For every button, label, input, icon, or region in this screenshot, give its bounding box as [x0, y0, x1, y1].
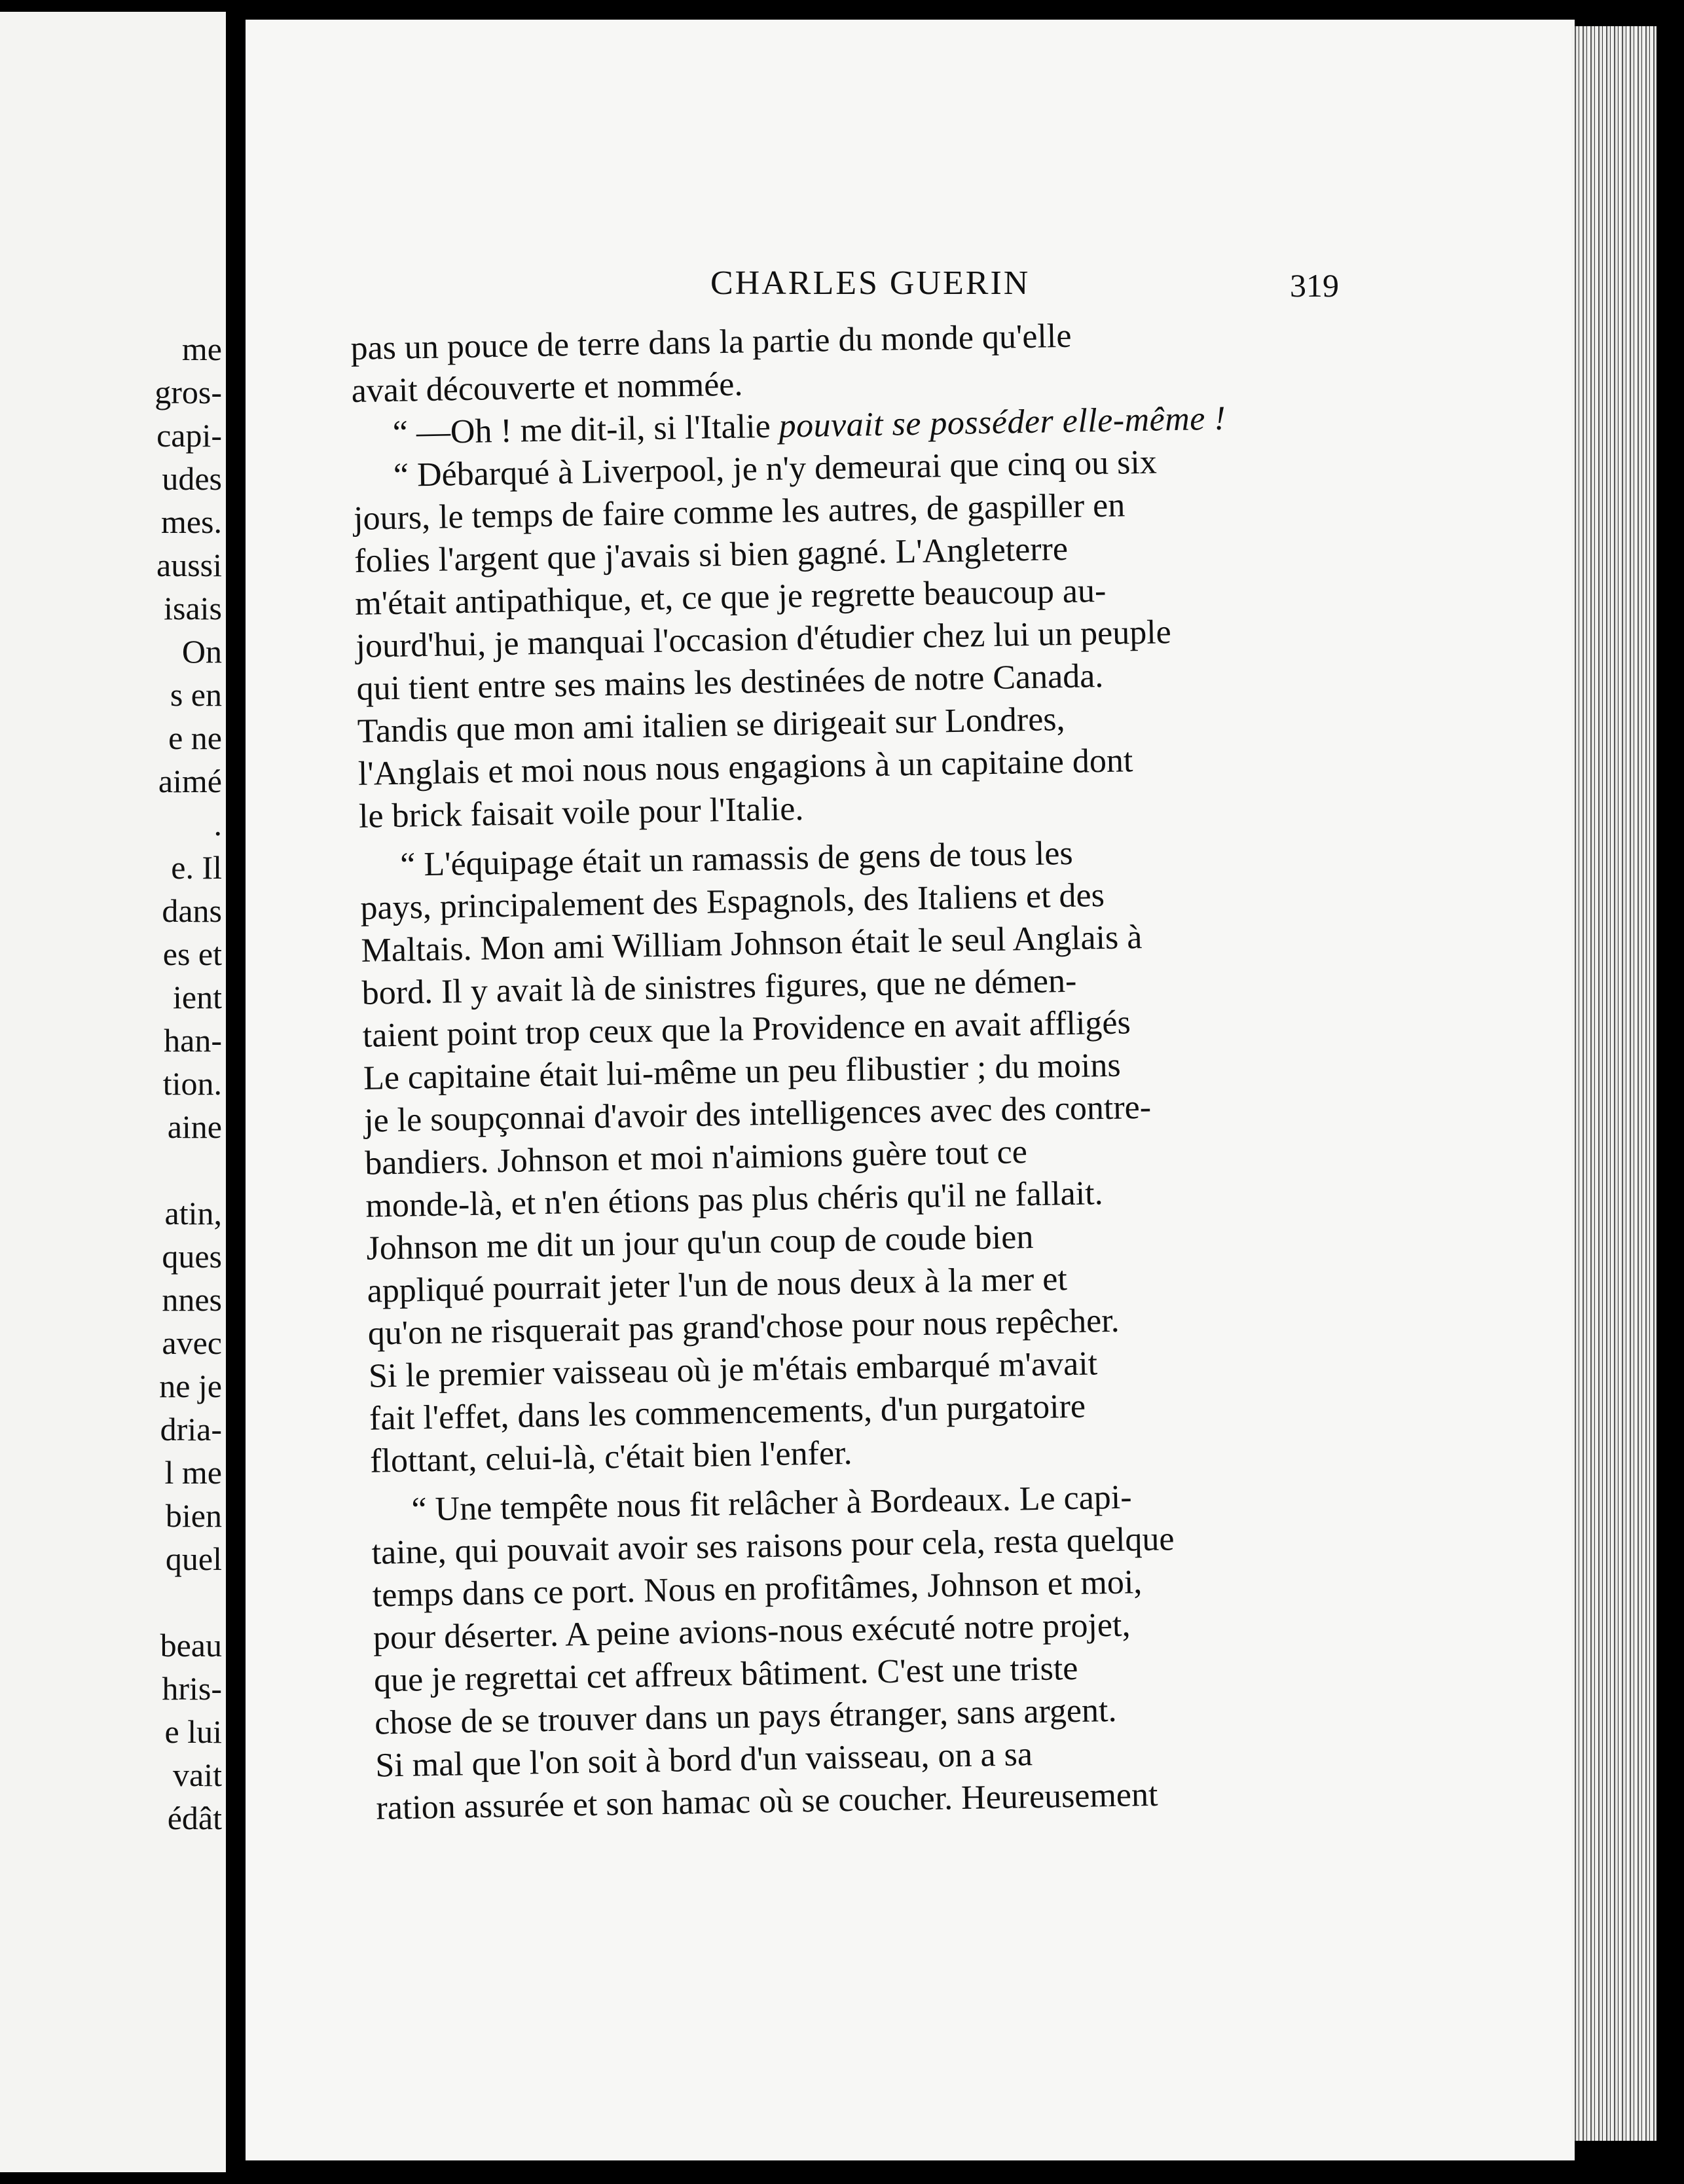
- left-line-fragment: avec: [162, 1324, 222, 1361]
- left-line-fragment: On: [181, 633, 222, 670]
- page-number: 319: [1290, 267, 1339, 304]
- text-line: bord. Il y avait là de sinistres figures, que ne démen-: [361, 962, 1077, 1012]
- left-line-fragment: .: [213, 806, 222, 843]
- text-line: avait découverte et nommée.: [351, 365, 743, 410]
- text-line-roman: “ —Oh ! me dit-il, si l'Italie: [392, 407, 771, 452]
- left-line-fragment: ient: [173, 979, 222, 1015]
- text-line: Si le premier vaisseau où je m'étais embarqué m'avait: [368, 1345, 1098, 1395]
- left-line-fragment: aine: [167, 1108, 222, 1145]
- left-line-fragment: bien: [165, 1497, 222, 1534]
- text-line: taine, qui pouvait avoir ses raisons pour cela, resta quelque: [371, 1520, 1175, 1572]
- left-line-fragment: dria-: [160, 1411, 222, 1447]
- running-title: CHARLES GUERIN: [710, 264, 1031, 302]
- running-head: [246, 259, 1575, 311]
- text-line: bandiers. Johnson et moi n'aimions guère tout ce: [364, 1133, 1028, 1182]
- text-line: chose de se trouver dans un pays étranger, sans argent.: [374, 1691, 1117, 1742]
- left-line-fragment: e ne: [168, 719, 222, 756]
- text-line: pays, principalement des Espagnols, des Italiens et des: [359, 877, 1105, 927]
- text-line: folies l'argent que j'avais si bien gagné. L'Angleterre: [354, 530, 1069, 580]
- left-line-fragment: s en: [170, 676, 222, 713]
- left-line-fragment: dans: [162, 892, 222, 929]
- text-line: je le soupçonnai d'avoir des intelligences avec des contre-: [363, 1088, 1152, 1140]
- text-line: l'Anglais et moi nous nous engagions à un capitaine dont: [357, 742, 1133, 793]
- book-page-edges: [1571, 26, 1657, 2141]
- text-line: Johnson me dit un jour qu'un coup de coude bien: [366, 1218, 1034, 1267]
- text-line: le brick faisait voile pour l'Italie.: [358, 790, 804, 835]
- right-page: [246, 20, 1575, 2160]
- left-line-fragment: nnes: [162, 1281, 222, 1318]
- left-line-fragment: es et: [162, 936, 222, 972]
- text-line: monde-là, et n'en étions pas plus chéris qu'il ne fallait.: [365, 1174, 1104, 1225]
- left-line-fragment: e lui: [164, 1713, 222, 1750]
- book-gutter: [226, 0, 246, 2184]
- left-line-fragment: me: [181, 331, 222, 367]
- text-line: Si mal que l'on soit à bord d'un vaisseau, on a sa: [375, 1736, 1033, 1785]
- text-line: Le capitaine était lui-même un peu flibustier ; du moins: [363, 1046, 1122, 1097]
- text-line: qu'on ne risquerait pas grand'chose pour nous repêcher.: [367, 1301, 1120, 1353]
- left-line-fragment: beau: [160, 1627, 222, 1664]
- body-text: [350, 310, 1352, 1830]
- text-line: temps dans ce port. Nous en profitâmes, Johnson et moi,: [372, 1563, 1143, 1614]
- left-line-fragment: han-: [164, 1022, 222, 1059]
- paragraph-start: “ Débarqué à Liverpool, je n'y demeurai que cinq ou six: [393, 443, 1158, 494]
- left-line-fragment: vait: [173, 1756, 222, 1793]
- left-line-fragment: édât: [167, 1800, 222, 1836]
- left-line-fragment: hris-: [162, 1670, 222, 1707]
- left-line-fragment: capi-: [156, 417, 222, 454]
- paragraph-start: “ Une tempête nous fit relâcher à Bordeaux. Le capi-: [411, 1478, 1133, 1529]
- text-line: jourd'hui, je manquai l'occasion d'étudier chez lui un peuple: [356, 613, 1172, 665]
- left-line-fragment: tion.: [162, 1065, 222, 1102]
- left-line-fragment: aimé: [158, 763, 222, 799]
- left-line-fragment: e. Il: [171, 849, 222, 886]
- text-line: Tandis que mon ami italien se dirigeait sur Londres,: [357, 701, 1066, 750]
- left-line-fragment: quel: [165, 1540, 222, 1577]
- text-line: pas un pouce de terre dans la partie du monde qu'elle: [350, 317, 1072, 367]
- text-line-italic: pouvait se posséder elle-même !: [778, 399, 1226, 445]
- text-line: flottant, celui-là, c'était bien l'enfer.: [369, 1434, 852, 1480]
- left-line-fragment: atin,: [164, 1195, 222, 1231]
- text-line: m'était antipathique, et, ce que je regrette beaucoup au-: [354, 572, 1107, 623]
- text-line: ration assurée et son hamac où se coucher. Heureusement: [375, 1775, 1158, 1827]
- left-page-fragment: [0, 12, 226, 2172]
- text-line: taient point trop ceux que la Providence en avait affligés: [362, 1004, 1131, 1055]
- text-line: Maltais. Mon ami William Johnson était le seul Anglais à: [361, 919, 1143, 970]
- text-line: qui tient entre ses mains les destinées de notre Canada.: [356, 657, 1104, 708]
- text-line: pour déserter. A peine avions-nous exécuté notre projet,: [373, 1606, 1131, 1657]
- text-line: fait l'effet, dans les commencements, d'un purgatoire: [369, 1387, 1086, 1438]
- left-line-fragment: ne je: [159, 1368, 222, 1404]
- left-line-fragment: aussi: [156, 547, 222, 583]
- left-line-fragment: udes: [162, 460, 222, 497]
- left-line-fragment: gros-: [155, 374, 222, 410]
- left-line-fragment: isais: [164, 590, 222, 627]
- text-line: jours, le temps de faire comme les autres, de gaspiller en: [353, 486, 1126, 537]
- text-line: que je regrettai cet affreux bâtiment. C'est une triste: [373, 1649, 1078, 1700]
- text-line: appliqué pourrait jeter l'un de nous deux à la mer et: [367, 1260, 1068, 1310]
- paragraph-start: “ L'équipage était un ramassis de gens de tous les: [399, 834, 1074, 884]
- left-line-fragment: ques: [162, 1238, 222, 1275]
- left-line-fragment: mes.: [160, 503, 222, 540]
- left-line-fragment: l me: [164, 1454, 222, 1491]
